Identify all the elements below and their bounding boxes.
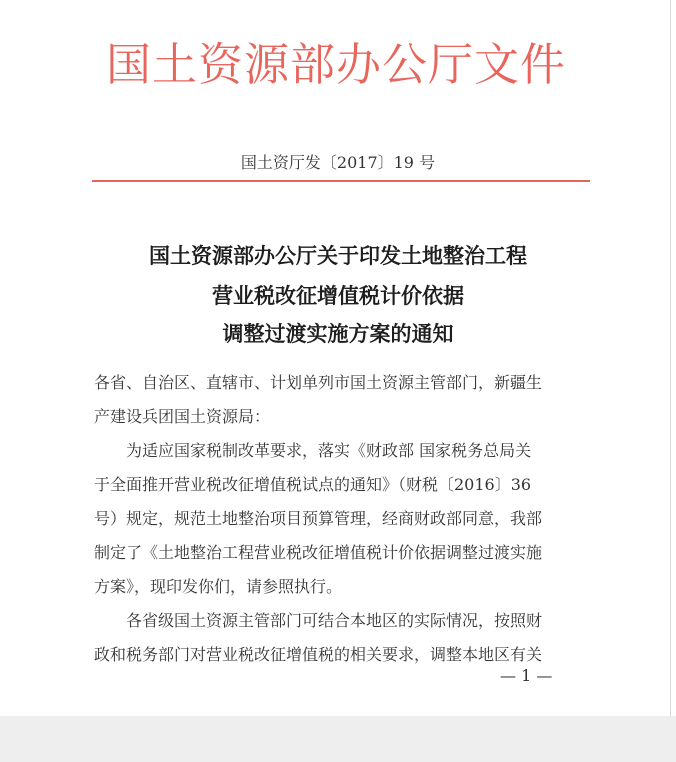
body-line: 于全面推开营业税改征增值税试点的通知》（财税〔2016〕36	[94, 475, 532, 494]
body-line: 号）规定，规范土地整治项目预算管理，经商财政部同意，我部	[94, 509, 543, 528]
notice-title-line-2: 营业税改征增值税计价依据	[212, 284, 464, 308]
document-header: 国土资源部办公厅文件	[105, 38, 566, 91]
body-line: 各省级国土资源主管部门可结合本地区的实际情况，按照财	[126, 611, 543, 630]
viewer-background	[0, 716, 676, 762]
red-divider-line	[92, 180, 590, 182]
document-number: 国土资厅发〔2017〕19 号	[240, 153, 436, 172]
body-line: 政和税务部门对营业税改征增值税的相关要求，调整本地区有关	[94, 645, 543, 664]
body-line: 制定了《土地整治工程营业税改征增值税计价依据调整过渡实施	[94, 543, 543, 562]
body-line: 方案》，现印发你们，请参照执行。	[94, 577, 343, 596]
notice-title-line-1: 国土资源部办公厅关于印发土地整治工程	[149, 244, 527, 268]
page-number: — 1 —	[500, 666, 553, 685]
notice-title-line-3: 调整过渡实施方案的通知	[222, 322, 454, 346]
body-line: 产建设兵团国土资源局：	[94, 407, 271, 426]
body-line: 各省、自治区、直辖市、计划单列市国土资源主管部门，新疆生	[94, 373, 543, 392]
body-line: 为适应国家税制改革要求，落实《财政部 国家税务总局关	[126, 441, 532, 460]
page-edge	[670, 0, 671, 716]
